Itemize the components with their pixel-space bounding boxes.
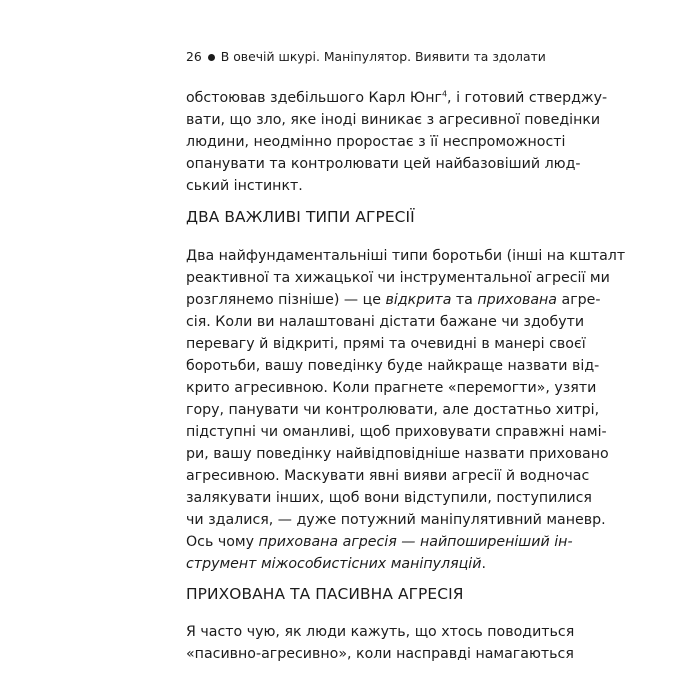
footnote-marker: 4 [441, 89, 448, 99]
italic-run: прихована [477, 292, 557, 308]
paragraph-line: підступні чи оманливі, щоб приховувати справжні намі- [186, 424, 607, 440]
paragraph-line: опанувати та контролювати цей найбазовіший люд- [186, 156, 581, 172]
book-title: В овечій шкурі. Маніпулятор. Виявити та здолати [220, 49, 546, 64]
section-heading: ДВА ВАЖЛИВІ ТИПИ АГРЕСІЇ [186, 208, 415, 226]
italic-run: прихована агресія — найпоширеніший ін- [258, 534, 573, 550]
paragraph-line: агресивною. Маскувати явні вияви агресії й водночас [186, 468, 590, 484]
text-run: розглянемо пізніше) — це [186, 292, 386, 308]
paragraph-line: чи здалися, — дуже потужний маніпулятивний маневр. [186, 512, 606, 528]
paragraph-line: гору, панувати чи контролювати, але достатньо хитрі, [186, 402, 600, 418]
text-run: , і готовий стверджу- [447, 90, 608, 106]
italic-run: струмент міжособистісних маніпуляцій [186, 556, 482, 572]
paragraph-line [186, 88, 608, 108]
running-header [186, 48, 546, 66]
paragraph-line [186, 532, 573, 552]
italic-run: відкрита [385, 292, 452, 308]
paragraph-line: «пасивно-агресивно», коли насправді намагаються [186, 646, 574, 662]
text-run: . [481, 556, 486, 572]
section-heading: ПРИХОВАНА ТА ПАСИВНА АГРЕСІЯ [186, 585, 464, 603]
page-number: 26 [186, 49, 202, 64]
text-run: Ось чому [186, 534, 259, 550]
paragraph-line: Два найфундаментальніші типи боротьби (інші на кшталт [186, 248, 626, 264]
paragraph-line: Я часто чую, як люди кажуть, що хтось поводиться [186, 624, 575, 640]
paragraph-line: крито агресивною. Коли прагнете «перемогти», узяти [186, 380, 597, 396]
paragraph-line: сія. Коли ви налаштовані дістати бажане чи здобути [186, 314, 585, 330]
text-run: обстоював здебільшого Карл Юнг [186, 90, 442, 106]
text-run: та [451, 292, 478, 308]
paragraph-line: ський інстинкт. [186, 178, 303, 194]
paragraph-line: людини, неодмінно проростає з її неспроможності [186, 134, 566, 150]
paragraph-line: вати, що зло, яке іноді виникає з агресивної поведінки [186, 112, 601, 128]
text-run: агре- [556, 292, 601, 308]
paragraph-line: реактивної та хижацької чи інструментальної агресії ми [186, 270, 610, 286]
paragraph-line: ри, вашу поведінку найвідповідніше назвати приховано [186, 446, 609, 462]
paragraph-line: боротьби, вашу поведінку буде найкраще назвати від- [186, 358, 600, 374]
paragraph-line: залякувати інших, щоб вони відступили, поступилися [186, 490, 592, 506]
bullet-separator [208, 54, 215, 61]
paragraph-line [186, 290, 601, 310]
paragraph-line: перевагу й відкриті, прямі та очевидні в манері своєї [186, 336, 586, 352]
paragraph-line [186, 554, 486, 574]
